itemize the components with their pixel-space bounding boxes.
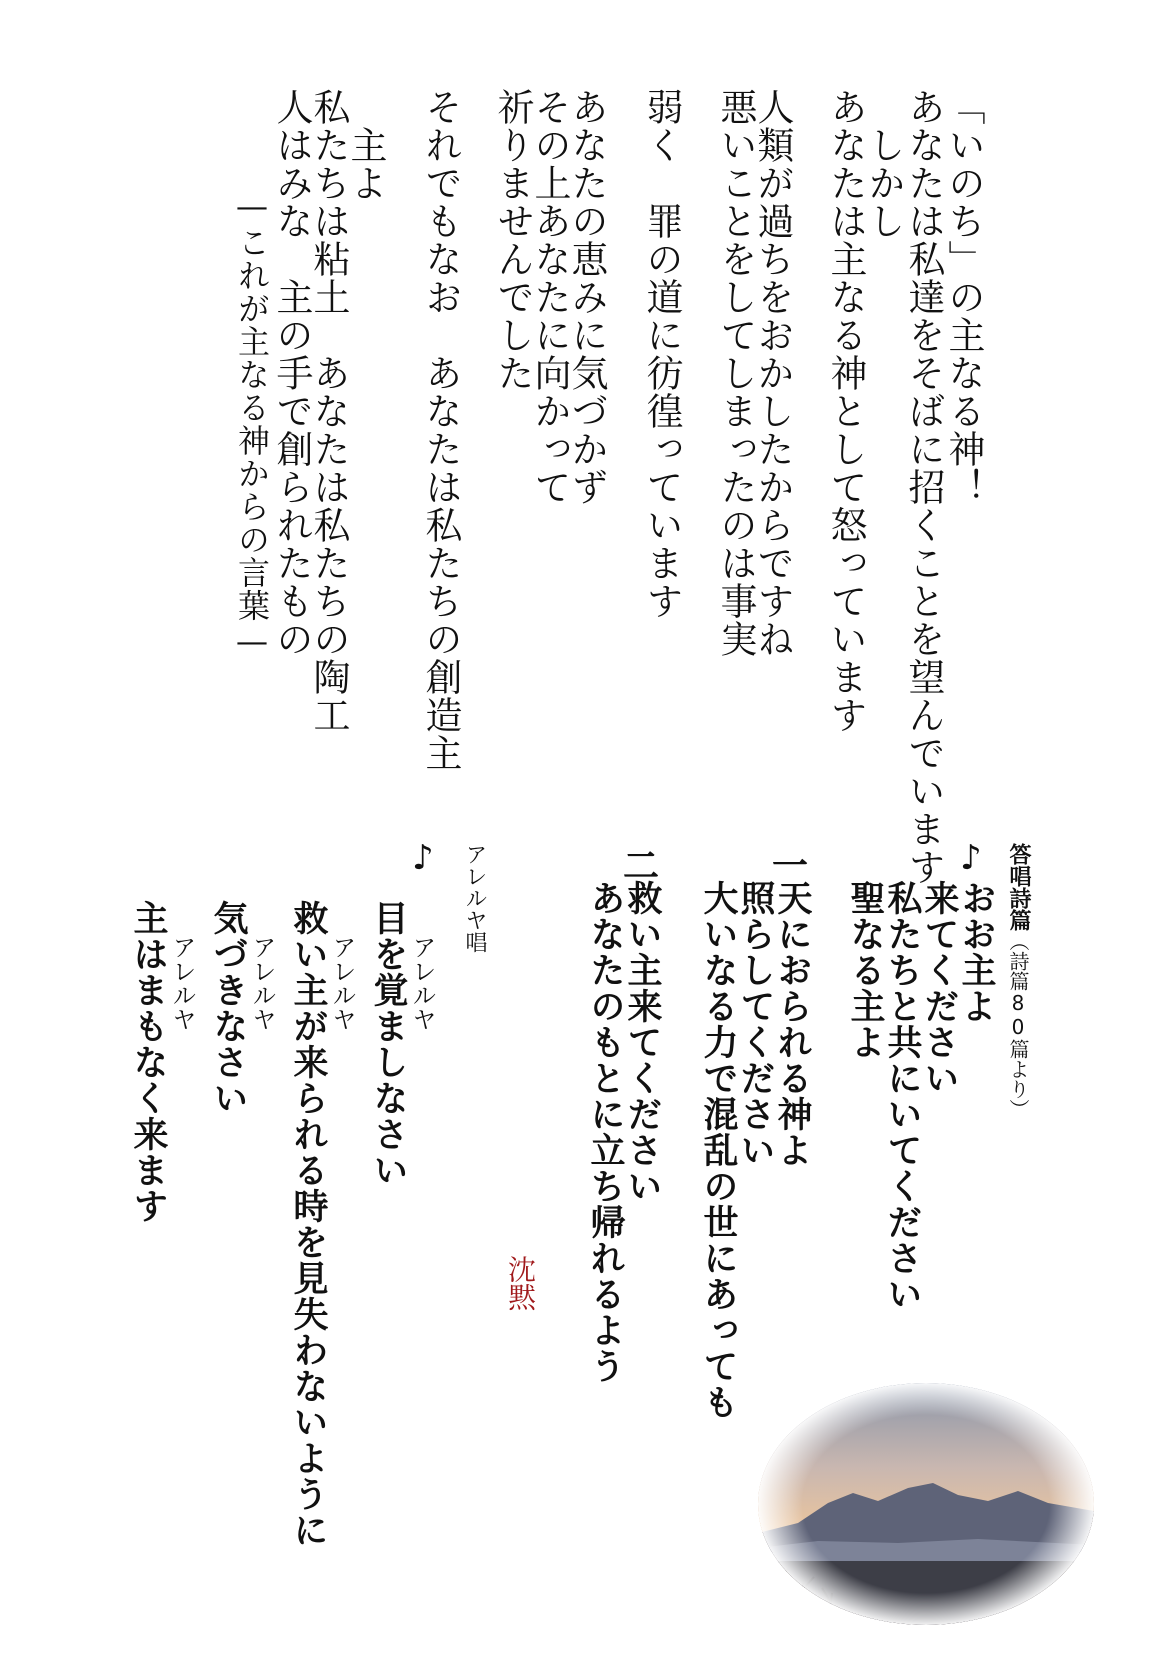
verse-2-line-1: 救い主来てください <box>622 880 662 1204</box>
poem-line-5: 人類が過ちをおかしたからですね <box>751 88 794 658</box>
verse-1-line-3: 大いなる力で混乱の世にあっても <box>698 880 738 1420</box>
music-note-icon: ♪ <box>412 838 434 878</box>
alleluia-line-1: 目を覚ましなさい <box>368 900 408 1188</box>
verse-1-line-1: 天におられる神よ <box>772 880 812 1168</box>
psalm-refrain-3: 私たちと共にいてください <box>882 880 922 1312</box>
verse-1-number: 一 <box>772 846 809 887</box>
poem-line-2: あなたは私達をそばに招くことを望んでいます <box>902 88 945 886</box>
verse-1-line-2: 照らしてください <box>735 880 775 1168</box>
poem-line-10: 祈りませんでした <box>491 88 534 392</box>
poem-line-3: しかし <box>862 88 905 240</box>
alleluia-acclamation-1: アレルヤ <box>408 935 436 1031</box>
alleluia-acclamation-4: アレルヤ <box>168 935 196 1031</box>
psalm-source: （詩篇80篇より） <box>1006 931 1030 1119</box>
alleluia-acclamation-3: アレルヤ <box>248 935 276 1031</box>
poem-line-6: 悪いことをしてしまったのは事実 <box>714 88 757 658</box>
verse-2-line-2: あなたのもとに立ち帰れるよう <box>585 880 625 1384</box>
alleluia-acclamation-2: アレルヤ <box>328 935 356 1031</box>
poem-attribution: —これが主なる神からの言葉— <box>233 88 271 661</box>
psalm-refrain-1: おお主よ <box>956 880 996 1024</box>
music-note-icon: ♪ <box>960 838 982 878</box>
verse-2-number: 二 <box>623 846 660 887</box>
psalm-heading: 答唱詩篇（詩篇80篇より） <box>1006 843 1031 1119</box>
alleluia-line-4: 主はまもなく来ます <box>128 900 168 1224</box>
alleluia-line-3: 気づきなさい <box>208 900 248 1116</box>
poem-line-8: あなたの恵みに気づかず <box>565 88 608 506</box>
psalm-refrain-4: 聖なる主よ <box>845 880 885 1060</box>
poem-line-4: あなたは主なる神として怒っています <box>824 88 867 734</box>
alleluia-heading: アレルヤ唱 <box>462 843 487 953</box>
silence-label: 沈黙 <box>504 1255 537 1311</box>
poem-line-13: 私たちは粘土 あなたは私たちの陶工 <box>307 88 350 734</box>
poem-line-7: 弱く 罪の道に彷徨っています <box>640 88 683 620</box>
mountain-sunset-photo <box>758 1383 1094 1625</box>
psalm-refrain-2: 来てください <box>919 880 959 1096</box>
poem-line-11: それでもなお あなたは私たちの創造主 <box>419 88 462 772</box>
poem-line-14: 人はみな 主の手で創られたもの <box>270 88 313 658</box>
poem-line-12: 主よ <box>344 88 387 202</box>
alleluia-line-2: 救い主が来られる時を見失わないように <box>288 900 328 1548</box>
poem-line-9: その上あなたに向かって <box>528 88 571 506</box>
poem-line-1: 「いのち」の主なる神！ <box>942 88 985 506</box>
